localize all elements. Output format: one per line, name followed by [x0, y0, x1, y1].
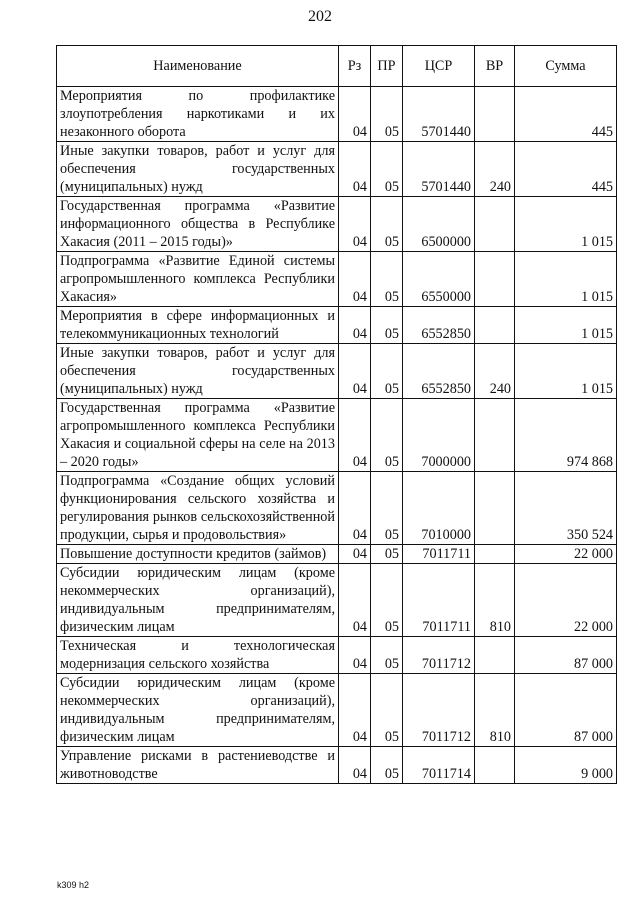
cell-name: Управление рисками в растениеводстве и животноводстве	[57, 747, 339, 784]
table-header-row	[57, 46, 617, 87]
cell-vr	[475, 747, 515, 784]
header-pr: ПР	[371, 46, 403, 87]
cell-vr	[475, 637, 515, 674]
cell-rz: 04	[339, 197, 371, 252]
footer-mark: k309 h2	[57, 880, 90, 890]
table-row	[57, 637, 617, 674]
header-rz: Рз	[339, 46, 371, 87]
cell-rz: 04	[339, 252, 371, 307]
table-row	[57, 747, 617, 784]
cell-csr: 7000000	[403, 399, 475, 472]
cell-sum: 1 015	[515, 344, 617, 399]
cell-vr	[475, 87, 515, 142]
cell-pr: 05	[371, 637, 403, 674]
cell-csr: 6552850	[403, 307, 475, 344]
cell-csr: 6552850	[403, 344, 475, 399]
table-row	[57, 399, 617, 472]
cell-csr: 7011711	[403, 564, 475, 637]
cell-pr: 05	[371, 307, 403, 344]
table-row	[57, 142, 617, 197]
cell-rz: 04	[339, 87, 371, 142]
cell-vr: 240	[475, 344, 515, 399]
cell-name: Повышение доступности кредитов (займов)	[57, 545, 339, 564]
cell-name: Иные закупки товаров, работ и услуг для обеспечения государственных (муниципальных) нужд	[57, 142, 339, 197]
cell-csr: 7011714	[403, 747, 475, 784]
cell-name: Мероприятия в сфере информационных и телекоммуникационных технологий	[57, 307, 339, 344]
cell-pr: 05	[371, 252, 403, 307]
cell-vr: 810	[475, 564, 515, 637]
cell-rz: 04	[339, 747, 371, 784]
cell-sum: 1 015	[515, 252, 617, 307]
cell-rz: 04	[339, 142, 371, 197]
cell-name: Государственная программа «Развитие агропромышленного комплекса Республики Хакасия и социальной сферы на селе на 2013 – 2020 годы»	[57, 399, 339, 472]
cell-sum: 87 000	[515, 637, 617, 674]
cell-name: Подпрограмма «Развитие Единой системы агропромышленного комплекса Республики Хакасия»	[57, 252, 339, 307]
cell-sum: 350 524	[515, 472, 617, 545]
cell-rz: 04	[339, 674, 371, 747]
cell-vr: 810	[475, 674, 515, 747]
cell-csr: 7010000	[403, 472, 475, 545]
table-row	[57, 252, 617, 307]
cell-csr: 7011711	[403, 545, 475, 564]
cell-rz: 04	[339, 344, 371, 399]
cell-rz: 04	[339, 307, 371, 344]
header-csr: ЦСР	[403, 46, 475, 87]
cell-sum: 9 000	[515, 747, 617, 784]
header-vr: ВР	[475, 46, 515, 87]
cell-sum: 22 000	[515, 545, 617, 564]
cell-pr: 05	[371, 197, 403, 252]
cell-pr: 05	[371, 344, 403, 399]
cell-vr	[475, 399, 515, 472]
table-row	[57, 564, 617, 637]
cell-vr	[475, 197, 515, 252]
header-sum: Сумма	[515, 46, 617, 87]
cell-csr: 5701440	[403, 87, 475, 142]
cell-csr: 6500000	[403, 197, 475, 252]
cell-pr: 05	[371, 674, 403, 747]
cell-name: Субсидии юридическим лицам (кроме некоммерческих организаций), индивидуальным предпринимателям, физическим лицам	[57, 674, 339, 747]
cell-csr: 7011712	[403, 637, 475, 674]
cell-sum: 22 000	[515, 564, 617, 637]
header-name: Наименование	[57, 46, 339, 87]
cell-rz: 04	[339, 545, 371, 564]
table-row	[57, 307, 617, 344]
cell-csr: 7011712	[403, 674, 475, 747]
cell-pr: 05	[371, 87, 403, 142]
cell-vr: 240	[475, 142, 515, 197]
table-row	[57, 197, 617, 252]
cell-vr	[475, 252, 515, 307]
cell-pr: 05	[371, 399, 403, 472]
cell-sum: 445	[515, 142, 617, 197]
table-row	[57, 472, 617, 545]
cell-sum: 974 868	[515, 399, 617, 472]
cell-rz: 04	[339, 564, 371, 637]
cell-name: Субсидии юридическим лицам (кроме некоммерческих организаций), индивидуальным предпринимателям, физическим лицам	[57, 564, 339, 637]
page-number: 202	[308, 8, 332, 25]
cell-vr	[475, 307, 515, 344]
table-row	[57, 344, 617, 399]
cell-name: Подпрограмма «Создание общих условий функционирования сельского хозяйства и регулирования рынков сельскохозяйственной продукции, сырья и продовольствия»	[57, 472, 339, 545]
cell-rz: 04	[339, 399, 371, 472]
cell-sum: 87 000	[515, 674, 617, 747]
cell-name: Иные закупки товаров, работ и услуг для обеспечения государственных (муниципальных) нужд	[57, 344, 339, 399]
cell-rz: 04	[339, 637, 371, 674]
cell-rz: 04	[339, 472, 371, 545]
cell-sum: 445	[515, 87, 617, 142]
cell-vr	[475, 472, 515, 545]
table-row	[57, 674, 617, 747]
cell-name: Техническая и технологическая модернизация сельского хозяйства	[57, 637, 339, 674]
cell-pr: 05	[371, 472, 403, 545]
cell-sum: 1 015	[515, 307, 617, 344]
table-row	[57, 87, 617, 142]
cell-name: Государственная программа «Развитие информационного общества в Республике Хакасия (2011 – 2015 годы)»	[57, 197, 339, 252]
table-row	[57, 545, 617, 564]
cell-pr: 05	[371, 747, 403, 784]
budget-table	[56, 45, 617, 784]
cell-csr: 5701440	[403, 142, 475, 197]
cell-sum: 1 015	[515, 197, 617, 252]
cell-csr: 6550000	[403, 252, 475, 307]
cell-pr: 05	[371, 564, 403, 637]
cell-pr: 05	[371, 545, 403, 564]
cell-name: Мероприятия по профилактике злоупотребления наркотиками и их незаконного оборота	[57, 87, 339, 142]
cell-pr: 05	[371, 142, 403, 197]
cell-vr	[475, 545, 515, 564]
